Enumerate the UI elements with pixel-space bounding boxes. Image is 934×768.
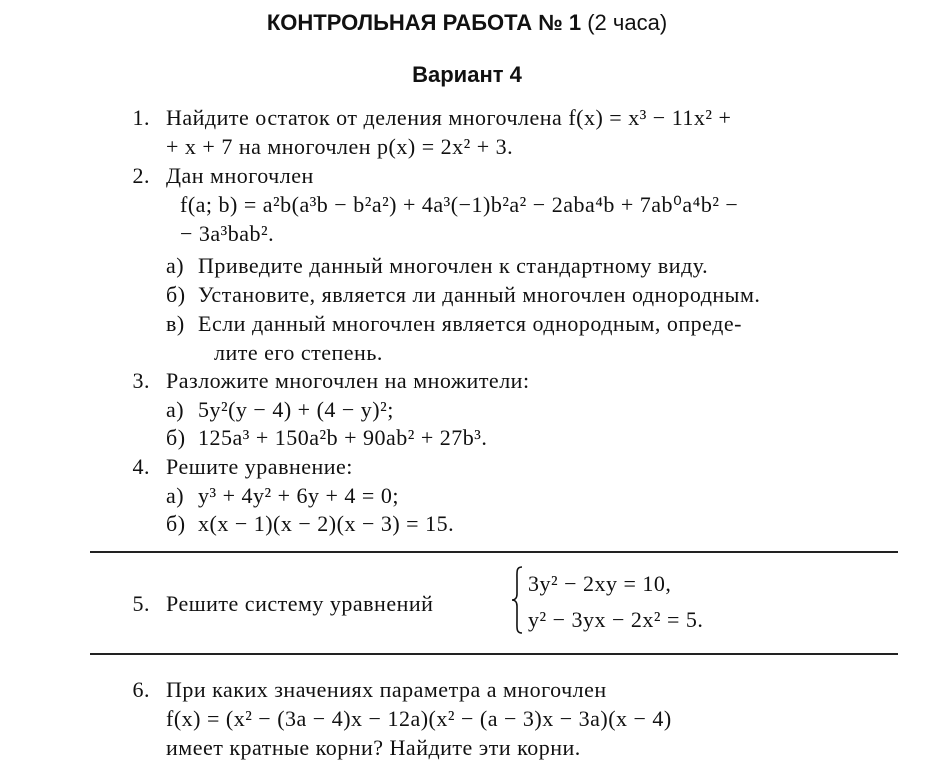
problem-2-formula-1: f(a; b) = a²b(a³b − b²a²) + 4a³(−1)b²a² − 2aba⁴b + 7ab⁰a⁴b² − <box>180 192 739 217</box>
problem-2-part-a-text: Приведите данный многочлен к стандартному виду. <box>198 253 709 278</box>
problem-6-line-3: имеет кратные корни? Найдите эти корни. <box>166 735 581 760</box>
problem-2-part-b-text: Установите, является ли данный многочлен однородным. <box>198 282 761 307</box>
problem-2-part-c-label: в) <box>166 311 185 336</box>
problem-1-line-2: + x + 7 на многочлен p(x) = 2x² + 3. <box>166 134 514 159</box>
system-brace-icon <box>510 566 524 634</box>
system-equation-1: 3y² − 2xy = 10, <box>528 571 672 596</box>
title-duration: (2 часа) <box>587 10 668 35</box>
problem-2-part-c-text-2: лите его степень. <box>214 340 383 365</box>
section-divider-1 <box>90 551 898 553</box>
section-divider-2 <box>90 653 898 655</box>
problem-3-part-b-text: 125a³ + 150a²b + 90ab² + 27b³. <box>198 425 488 450</box>
problem-4-line-1: Решите уравнение: <box>166 454 353 479</box>
title-main: КОНТРОЛЬНАЯ РАБОТА № 1 <box>266 10 582 35</box>
problem-2-part-b-label: б) <box>166 282 186 307</box>
problem-2-part-c-text-1: Если данный многочлен является однородным, опреде- <box>198 311 742 336</box>
problem-3-line-1: Разложите многочлен на множители: <box>166 368 530 393</box>
problem-3-part-a-text: 5y²(y − 4) + (4 − y)²; <box>198 397 394 422</box>
problem-2-line-1: Дан многочлен <box>166 163 314 188</box>
problem-3-part-b-label: б) <box>166 425 186 450</box>
problem-6-number: 6. <box>132 677 150 702</box>
problem-2-formula-2: − 3a³bab². <box>180 221 275 246</box>
problem-4-number: 4. <box>132 454 150 479</box>
problem-1-line-1: Найдите остаток от деления многочлена f(x) = x³ − 11x² + <box>166 105 732 130</box>
variant-heading: Вариант 4 <box>412 62 522 87</box>
problem-4-part-a-label: а) <box>166 483 185 508</box>
problem-6-line-2: f(x) = (x² − (3a − 4)x − 12a)(x² − (a − 3)x − 3a)(x − 4) <box>166 706 672 731</box>
problem-6-line-1: При каких значениях параметра a многочлен <box>166 677 607 702</box>
problem-5-line-1: Решите систему уравнений <box>166 591 434 616</box>
problem-2-part-a-label: а) <box>166 253 185 278</box>
problem-4-part-b-label: б) <box>166 511 186 536</box>
problem-5-number: 5. <box>132 591 150 616</box>
problem-4-part-b-text: x(x − 1)(x − 2)(x − 3) = 15. <box>198 511 455 536</box>
system-equation-2: y² − 3yx − 2x² = 5. <box>528 607 704 632</box>
problem-3-part-a-label: а) <box>166 397 185 422</box>
problem-1-number: 1. <box>132 105 150 130</box>
problem-4-part-a-text: y³ + 4y² + 6y + 4 = 0; <box>198 483 399 508</box>
problem-2-number: 2. <box>132 163 150 188</box>
problem-3-number: 3. <box>132 368 150 393</box>
page-title <box>0 8 934 38</box>
